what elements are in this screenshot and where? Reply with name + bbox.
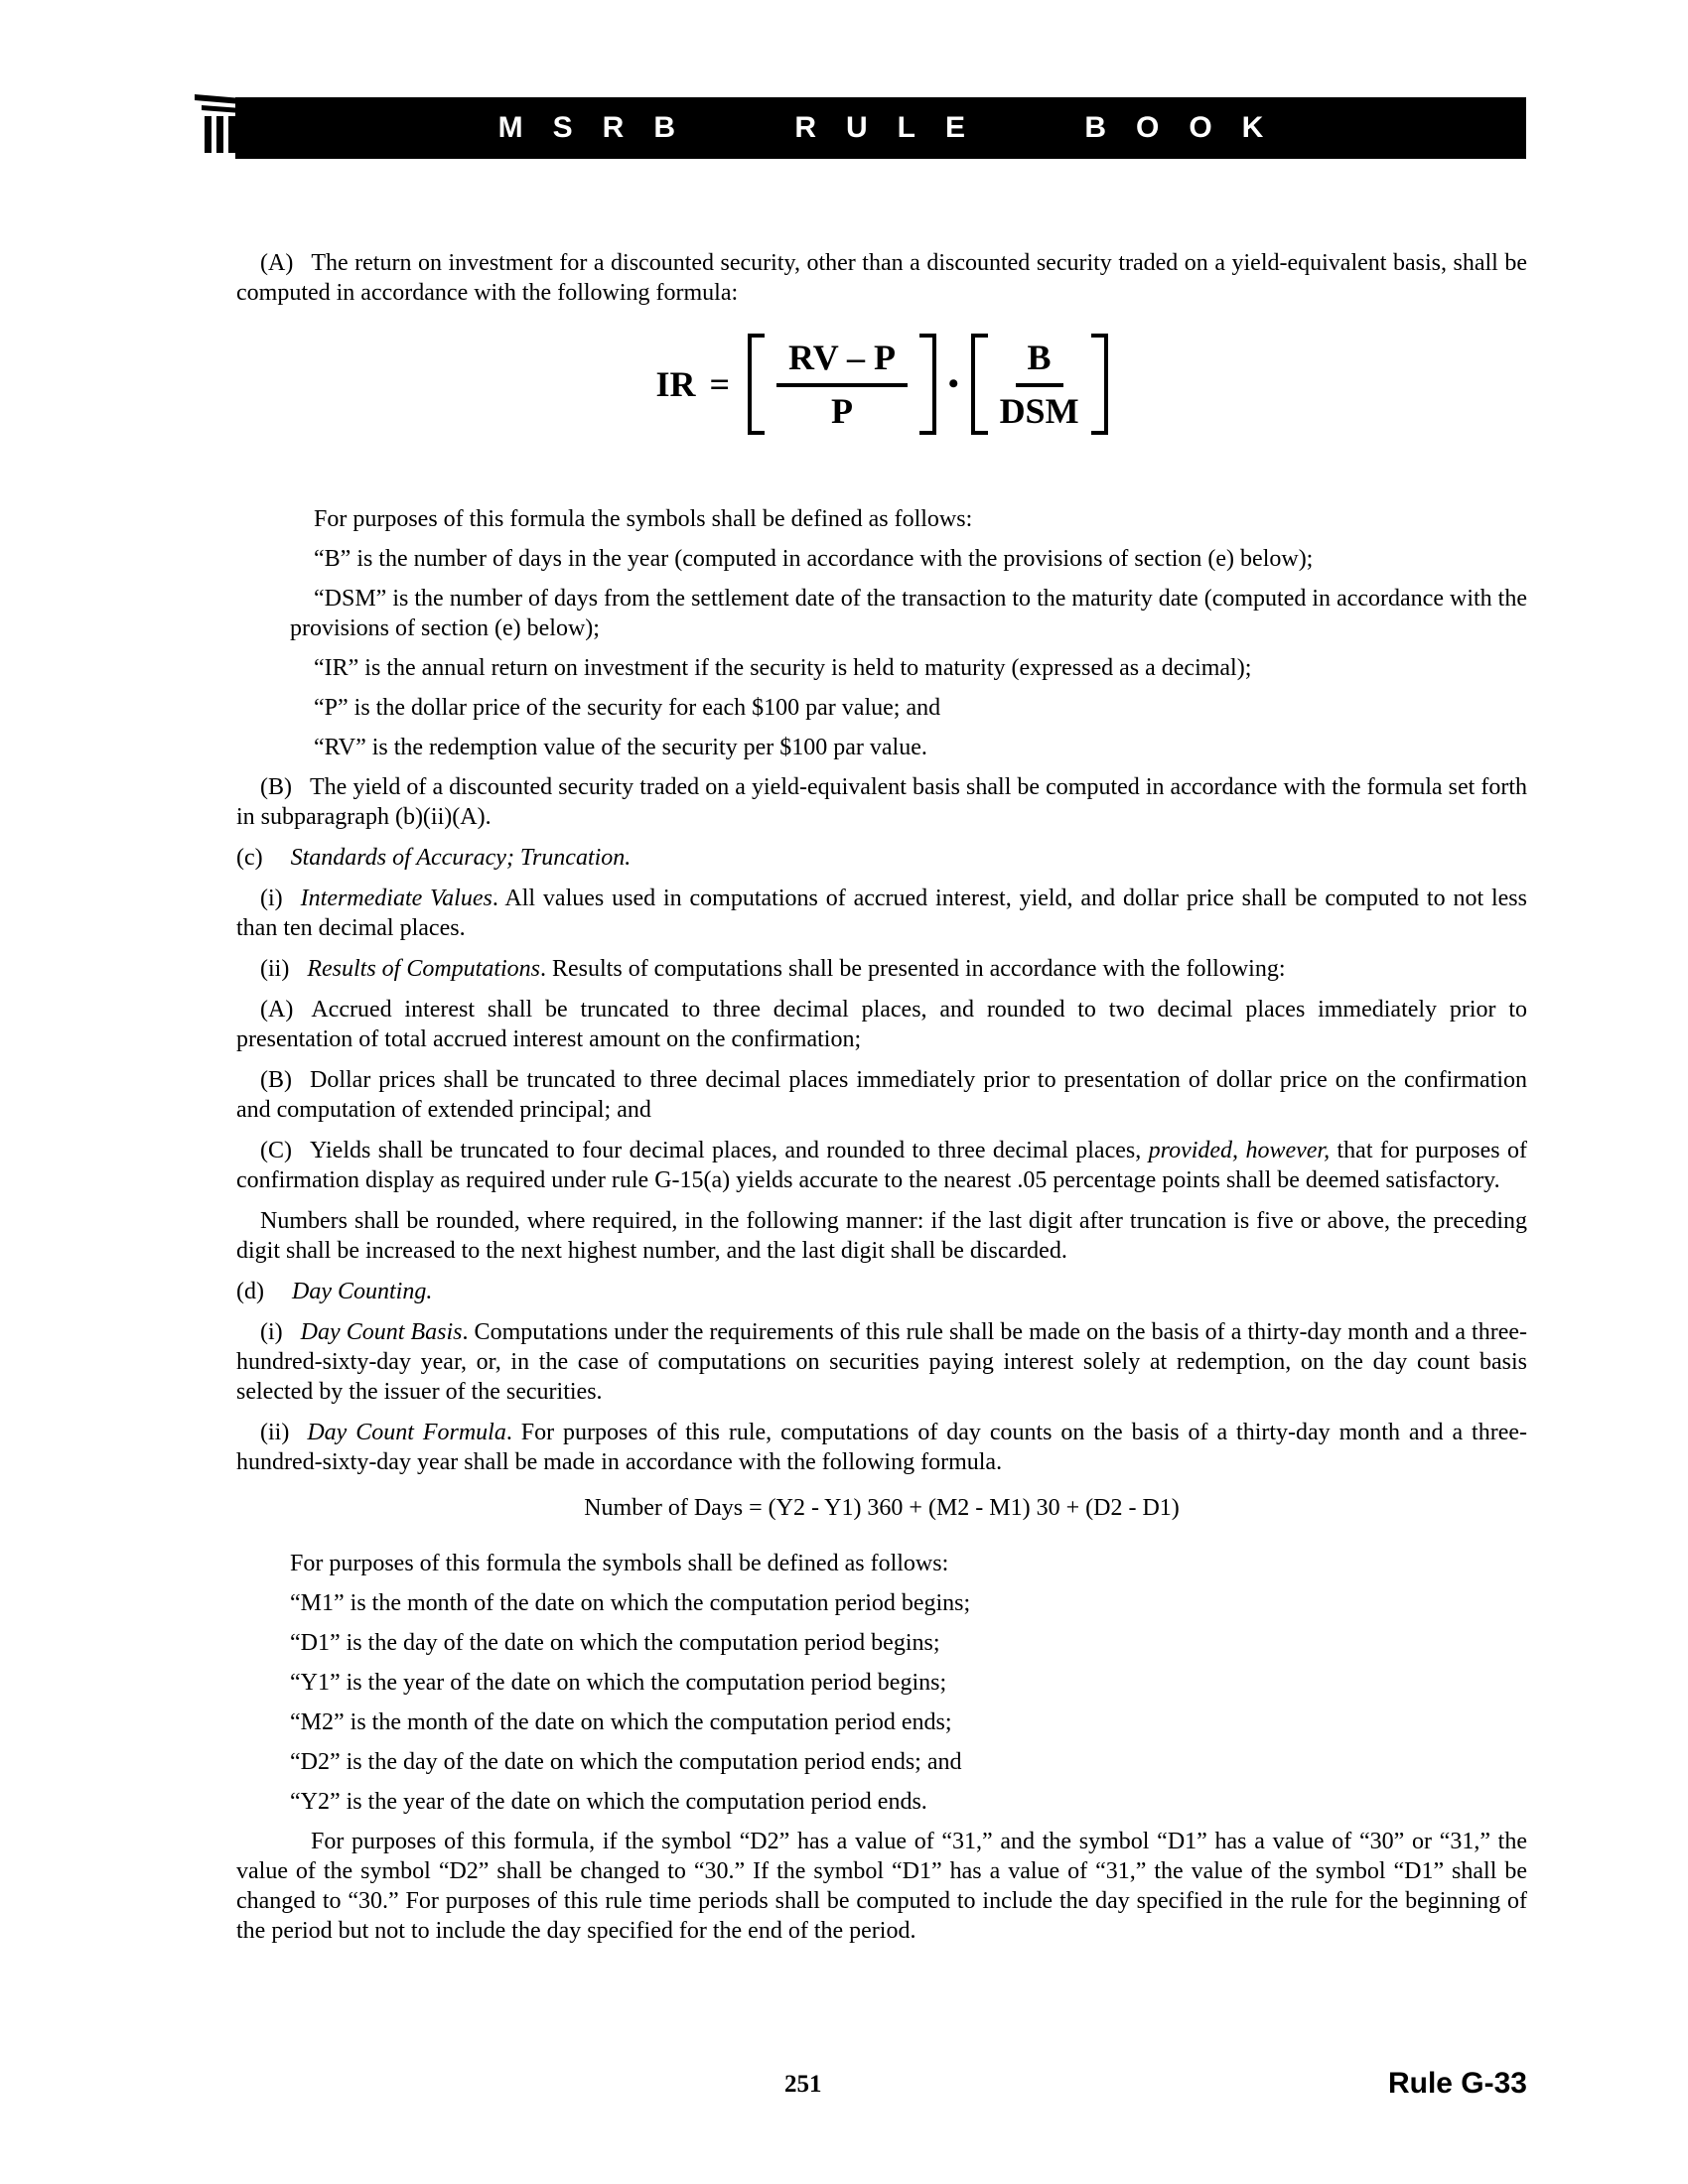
paragraph-c-ii-C: [236, 1136, 1527, 1195]
section-title: Standards of Accuracy; Truncation.: [290, 845, 632, 871]
definition-DSM: “DSM” is the number of days from the settlement date of the transaction to the maturity date (computed in accordance with the provisions of section (e) below);: [290, 586, 1527, 641]
paragraph-text-italic: provided, however,: [1148, 1138, 1331, 1163]
paragraph-rounding-rule: Numbers shall be rounded, where required, in the following manner: if the last digit after truncation is five or above, the preceding digit shall be increased to the next highest number, and the last digit shall be discarded.: [236, 1208, 1527, 1264]
paragraph-text-before: Yields shall be truncated to four decimal places, and rounded to three decimal places,: [310, 1138, 1149, 1163]
paragraph-text: . Computations under the requirements of this rule shall be made on the basis of a thirty-day month and a three-hundred-sixty-day year, or, in the case of computations on securities paying interest solely at redemption, on the day count basis selected by the issuer of the securities.: [236, 1319, 1528, 1405]
definitions-intro: For purposes of this formula the symbols shall be defined as follows:: [314, 506, 973, 532]
denominator: P: [831, 391, 853, 431]
definition-B: “B” is the number of days in the year (computed in accordance with the provisions of section (e) below);: [314, 546, 1314, 572]
definition-M2: “M2” is the month of the date on which the computation period ends;: [290, 1709, 952, 1735]
page-number: 251: [784, 2071, 822, 2098]
paragraph-text-after: that for purposes of confirmation display as required under rule G-15(a) yields accurate to the nearest .05 percentage points shall be deemed satisfactory.: [236, 1138, 1527, 1193]
paragraph-text: Dollar prices shall be truncated to three decimal places immediately prior to presentation of dollar price on the confirmation and computation of extended principal; and: [236, 1067, 1527, 1123]
paragraph-title: Intermediate Values: [300, 886, 492, 911]
paragraph-d2-d1-adjustment: For purposes of this formula, if the symbol “D2” has a value of “31,” and the symbol “D1” has a value of “30” or “31,” the value of the symbol “D2” shall be changed to “30.” If the symbol “D1” has a value of “31,” the value of the symbol “D1” shall be changed to “30.” For purposes of this rule time periods shall be computed to include the day specified in the rule for the beginning of the period but not to include the day specified for the end of the period.: [236, 1829, 1527, 1944]
right-bracket: [919, 334, 936, 435]
multiplication-dot: •: [948, 367, 959, 400]
definition-Y2: “Y2” is the year of the date on which the computation period ends.: [290, 1789, 927, 1815]
paragraph-label: (B): [260, 1067, 292, 1093]
paragraph-label: (B): [260, 774, 292, 800]
paragraph-label: (ii): [260, 1420, 290, 1445]
symbol-definitions-2: [290, 1549, 1527, 1817]
left-bracket: [748, 334, 765, 435]
formula-ir: [236, 334, 1527, 435]
paragraph-text: . For purposes of this rule, computations of day counts on the basis of a thirty-day month and a three-hundred-sixty-day year shall be made in accordance with the following formula.: [236, 1420, 1527, 1475]
numerator: B: [1016, 339, 1063, 387]
paragraph-c-ii-A: [236, 995, 1527, 1054]
rule-text-column: [236, 248, 1527, 1957]
definition-RV: “RV” is the redemption value of the security per $100 par value.: [314, 735, 927, 760]
denominator: DSM: [999, 391, 1079, 431]
definition-D2: “D2” is the day of the date on which the computation period ends; and: [290, 1749, 962, 1775]
paragraph-label: (C): [260, 1138, 292, 1163]
paragraph-label: (ii): [260, 956, 290, 982]
paragraph-text: The return on investment for a discounted security, other than a discounted security traded on a yield-equivalent basis, shall be computed in accordance with the following formula:: [236, 250, 1527, 306]
paragraph-b-ii-A: [236, 248, 1527, 308]
symbol-definitions-1: [290, 504, 1527, 762]
left-bracket: [971, 334, 988, 435]
paragraph-c-ii: [236, 954, 1527, 984]
section-c-heading: [236, 843, 1527, 873]
paragraph-d-i: [236, 1317, 1527, 1407]
page-footer: [236, 2067, 1527, 2111]
paragraph-label: (i): [260, 1319, 283, 1345]
definitions-intro: For purposes of this formula the symbols shall be defined as follows:: [290, 1551, 949, 1576]
right-bracket: [1091, 334, 1108, 435]
definition-M1: “M1” is the month of the date on which the computation period begins;: [290, 1590, 971, 1616]
section-title: Day Counting.: [291, 1279, 433, 1304]
paragraph-title: Day Count Basis: [300, 1319, 463, 1345]
paragraph-label: (A): [260, 997, 294, 1023]
definition-IR: “IR” is the annual return on investment if the security is held to maturity (expressed as a decimal);: [314, 655, 1252, 681]
paragraph-title: Results of Computations: [307, 956, 541, 982]
fraction-b-over-dsm: [996, 334, 1083, 435]
formula-number-of-days: Number of Days = (Y2 - Y1) 360 + (M2 - M1) 30 + (D2 - D1): [584, 1495, 1180, 1521]
paragraph-text: Accrued interest shall be truncated to three decimal places, and rounded to two decimal places immediately prior to presentation of total accrued interest amount on the confirmation;: [236, 997, 1527, 1052]
definition-Y1: “Y1” is the year of the date on which the computation period begins;: [290, 1670, 947, 1696]
paragraph-label: (i): [260, 886, 283, 911]
paragraph-b-ii-B: [236, 772, 1527, 832]
formula-lhs: IR: [655, 364, 696, 404]
equals-sign: =: [709, 364, 730, 404]
section-d-heading: [236, 1277, 1527, 1306]
fraction-rv-p-over-p: [773, 334, 912, 435]
banner-title: MSRB RULE BOOK: [497, 111, 1294, 144]
paragraph-text: The yield of a discounted security traded on a yield-equivalent basis shall be computed in accordance with the formula set forth in subparagraph (b)(ii)(A).: [236, 774, 1527, 830]
paragraph-text: . Results of computations shall be presented in accordance with the following:: [540, 956, 1286, 982]
paragraph-label: (A): [260, 250, 294, 276]
numerator: RV – P: [776, 339, 908, 387]
section-label: (c): [236, 845, 263, 871]
rule-number-label: Rule G-33: [1387, 2067, 1527, 2100]
paragraph-text: . All values used in computations of accrued interest, yield, and dollar price shall be computed to not less than ten decimal places.: [236, 886, 1527, 941]
paragraph-c-ii-B: [236, 1065, 1527, 1125]
paragraph-c-i: [236, 884, 1527, 943]
definition-D1: “D1” is the day of the date on which the computation period begins;: [290, 1630, 940, 1656]
paragraph-title: Day Count Formula: [307, 1420, 506, 1445]
paragraph-d-ii: [236, 1418, 1527, 1477]
section-label: (d): [236, 1279, 264, 1304]
rule-book-banner: [235, 97, 1526, 159]
definition-P: “P” is the dollar price of the security for each $100 par value; and: [314, 695, 941, 721]
